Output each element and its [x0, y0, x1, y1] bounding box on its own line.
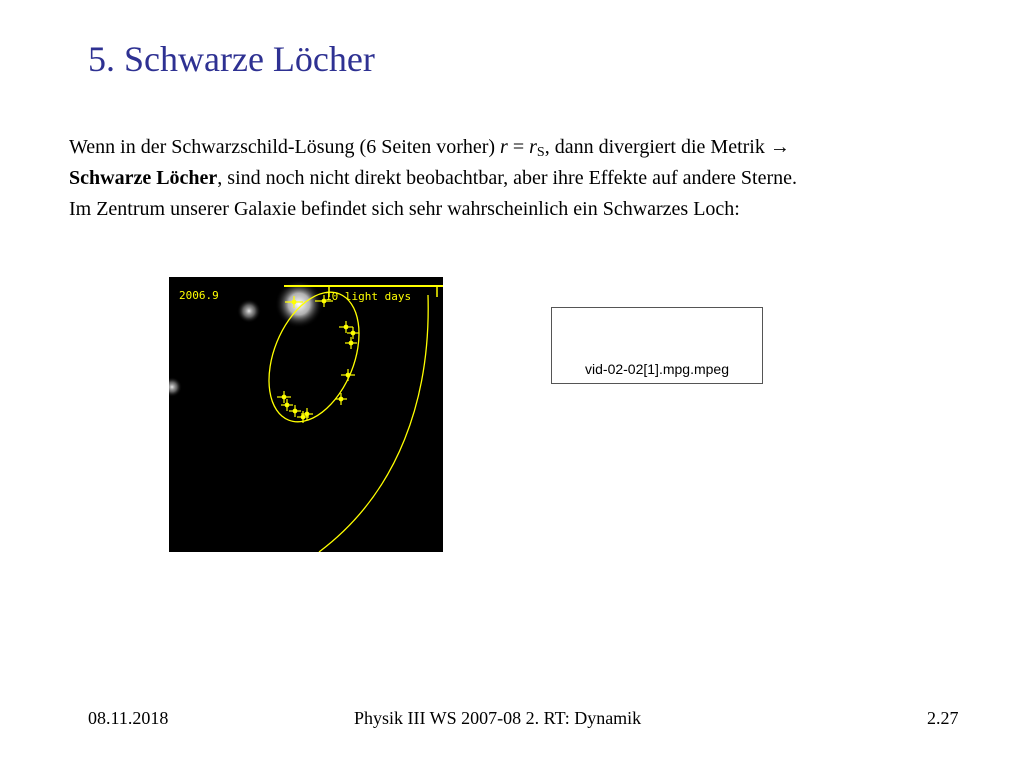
scale-label: 10 light days	[325, 290, 412, 303]
star	[169, 377, 182, 397]
footer-date: 08.11.2018	[88, 708, 169, 728]
symbol-rs-subscript: S	[536, 145, 545, 160]
symbol-r: r	[500, 136, 508, 158]
slide-title: 5. Schwarze Löcher	[88, 39, 375, 79]
footer-course: Physik III WS 2007-08 2. RT: Dynamik	[354, 708, 642, 728]
year-label: 2006.9	[179, 289, 219, 302]
star-orbit-graphic	[169, 277, 443, 552]
large-orbit-arc	[319, 295, 428, 552]
footer-page-number: 2.27	[927, 708, 959, 728]
paragraph-1-end: , dann divergiert die Metrik →	[544, 136, 790, 158]
video-player[interactable]	[551, 307, 763, 384]
video-filename: vid-02-02[1].mpg.mpeg	[585, 361, 729, 377]
star-orbit-image	[169, 277, 443, 552]
paragraph-3: Im Zentrum unserer Galaxie befindet sich sehr wahrscheinlich ein Schwarzes Loch:	[69, 198, 740, 220]
paragraph-1	[69, 132, 969, 163]
paragraph-2-rest: , sind noch nicht direkt beobachtbar, aber ihre Effekte auf andere Sterne.	[217, 167, 797, 189]
paragraph-2	[69, 163, 969, 194]
bright-star	[275, 280, 323, 328]
bold-term: Schwarze Löcher	[69, 167, 218, 189]
equals-sign: =	[507, 136, 530, 158]
paragraph-1-start: Wenn in der Schwarzschild-Lösung (6 Seiten vorher)	[69, 136, 501, 158]
symbol-rs: r	[529, 136, 537, 158]
slide-body	[69, 132, 969, 225]
star	[237, 299, 261, 323]
